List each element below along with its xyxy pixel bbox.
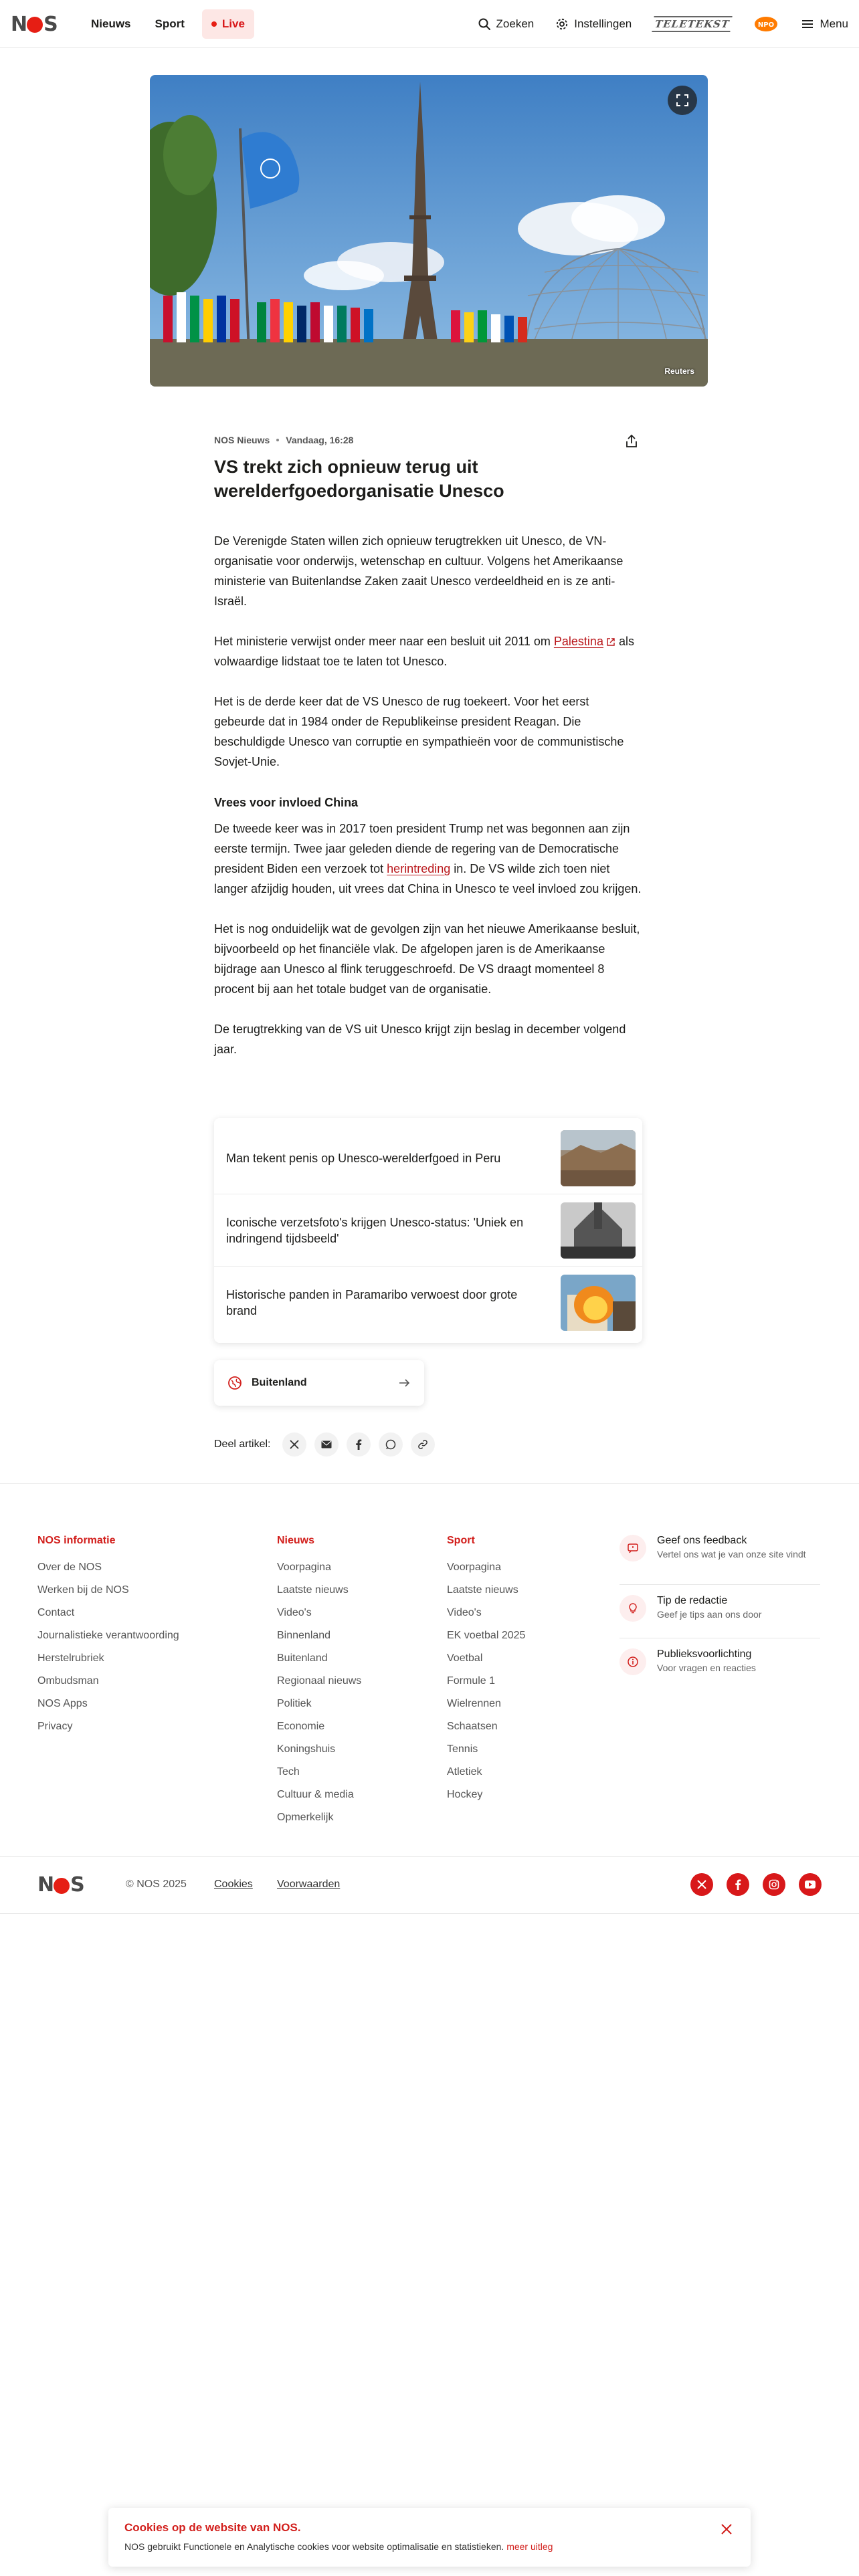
related-title: Iconische verzetsfoto's krijgen Unesco-status: 'Uniek en indringend tijdsbeeld' xyxy=(226,1215,524,1245)
article xyxy=(214,435,642,1059)
footer-nos-logo[interactable] xyxy=(37,1873,84,1897)
cookie-banner xyxy=(108,2508,751,2567)
header-actions xyxy=(478,0,848,48)
cookie-text xyxy=(124,2541,735,2552)
related-article[interactable] xyxy=(214,1122,642,1194)
hero-image xyxy=(150,75,708,387)
gear-icon xyxy=(555,17,569,31)
share-x-button[interactable] xyxy=(282,1432,306,1457)
footer-col-nieuws xyxy=(277,1535,361,1829)
live-button[interactable] xyxy=(202,9,254,39)
paragraph-2-start: Het ministerie verwijst onder meer naar een besluit uit 2011 om xyxy=(214,635,554,648)
related-title: Historische panden in Paramaribo verwoest door grote brand xyxy=(226,1288,518,1317)
svg-text:NPO: NPO xyxy=(758,21,775,29)
footer-link[interactable]: Atletiek xyxy=(447,1766,482,1778)
facebook-icon xyxy=(735,1879,741,1890)
search-button[interactable] xyxy=(478,17,535,31)
share-label: Deel artikel: xyxy=(214,1438,271,1450)
footer-link[interactable]: Economie xyxy=(277,1721,325,1732)
copyright: © NOS 2025 xyxy=(126,1879,187,1890)
share-row xyxy=(214,1432,435,1457)
share-button[interactable] xyxy=(621,431,642,452)
footer-logo-text-s: S xyxy=(70,1873,84,1897)
settings-button[interactable] xyxy=(555,17,632,31)
live-label: Live xyxy=(221,17,245,30)
share-icon xyxy=(624,434,639,449)
youtube-social-button[interactable] xyxy=(799,1873,822,1896)
publieksvoorlichting-card[interactable] xyxy=(619,1648,820,1675)
footer-card-divider xyxy=(619,1584,820,1585)
share-email-button[interactable] xyxy=(314,1432,339,1457)
paragraph-1: De Verenigde Staten willen zich opnieuw terugtrekken uit Unesco, de VN-organisatie voor onderwijs, wetenschap en cultuur. Volgens het Amerikaanse ministerie van Buitenlandse Zaken zaait Unesco verdeeldheid en is ze anti-Israël. xyxy=(214,534,624,608)
article-title: VS trekt zich opnieuw terug uit werelderfgoedorganisatie Unesco xyxy=(214,457,504,501)
live-dot-icon xyxy=(211,21,217,27)
footer-link[interactable]: Cultuur & media xyxy=(277,1789,354,1800)
tip-title: Tip de redactie xyxy=(657,1595,728,1606)
cookies-link[interactable]: Cookies xyxy=(214,1879,253,1890)
voorwaarden-link[interactable]: Voorwaarden xyxy=(277,1879,341,1890)
share-link-button[interactable] xyxy=(411,1432,435,1457)
footer-link[interactable]: Ombudsman xyxy=(37,1675,99,1687)
herintreding-link[interactable]: herintreding xyxy=(387,862,451,875)
paragraph-2 xyxy=(214,631,642,671)
footer-link[interactable]: Contact xyxy=(37,1607,75,1618)
paragraph-3: Het is de derde keer dat de VS Unesco de rug toekeert. Voor het eerst gebeurde dat in 1984 onder de Republikeinse president Reagan. Die beschuldigde Unesco van corruptie en sympathieën voor de communistische Sovjet-Unie. xyxy=(214,695,624,768)
nos-logo[interactable] xyxy=(11,12,57,36)
footer-col-title: Nieuws xyxy=(277,1535,315,1546)
x-icon xyxy=(290,1440,299,1449)
npo-icon xyxy=(753,15,779,33)
tip-subtitle: Geef je tips aan ons door xyxy=(657,1609,762,1620)
related-article[interactable] xyxy=(214,1194,642,1267)
nos-logo-text-s: S xyxy=(43,12,57,36)
info-icon xyxy=(619,1648,646,1675)
article-date: Vandaag, 16:28 xyxy=(286,435,354,445)
paragraph-4-start: De tweede keer was in 2017 toen president Trump net was begonnen aan zijn eerste termijn. Twee jaar geleden diende de regering van de Democratische president Biden een verzoek tot xyxy=(214,822,630,875)
footer-col-nos-informatie xyxy=(37,1535,179,1738)
menu-label: Menu xyxy=(820,17,848,30)
footer-link[interactable]: Tech xyxy=(277,1766,300,1778)
nav-sport[interactable]: Sport xyxy=(155,17,185,30)
x-icon xyxy=(697,1880,706,1889)
footer-link[interactable]: Herstelrubriek xyxy=(37,1652,104,1664)
photo-credit: Reuters xyxy=(664,366,694,376)
nos-logo-text: N xyxy=(11,12,27,36)
footer-link[interactable]: Politiek xyxy=(277,1698,312,1709)
hamburger-icon xyxy=(801,17,814,31)
facebook-icon xyxy=(355,1439,362,1450)
footer-link[interactable]: Wielrennen xyxy=(447,1698,501,1709)
paragraph-4 xyxy=(214,819,642,899)
footer-logo-text: N xyxy=(37,1873,54,1897)
footer-link[interactable]: Voetbal xyxy=(447,1652,483,1664)
category-link[interactable] xyxy=(214,1360,424,1406)
settings-label: Instellingen xyxy=(574,17,632,30)
feedback-card[interactable] xyxy=(619,1535,820,1562)
hero-photo xyxy=(150,75,708,387)
footer-bottom-bar xyxy=(0,1856,859,1914)
feedback-icon xyxy=(619,1535,646,1562)
related-title: Man tekent penis op Unesco-werelderfgoed in Peru xyxy=(226,1151,501,1165)
lightbulb-icon xyxy=(619,1595,646,1622)
share-whatsapp-button[interactable] xyxy=(379,1432,403,1457)
meta-separator xyxy=(276,439,279,441)
feedback-title: Geef ons feedback xyxy=(657,1535,747,1546)
footer-link[interactable]: Privacy xyxy=(37,1721,73,1732)
palestina-link[interactable]: Palestina xyxy=(553,635,603,648)
paragraph-5: Het is nog onduidelijk wat de gevolgen zijn van het nieuwe Amerikaanse besluit, bijvoorbeeld op het financiële vlak. De afgelopen jaren is de Amerikaanse bijdrage aan Unesco al flink teruggeschroefd. De VS draagt momenteel 8 procent bij aan het totale budget van de organisatie. xyxy=(214,922,640,996)
main-nav xyxy=(79,0,254,48)
footer-link[interactable]: Regionaal nieuws xyxy=(277,1675,362,1687)
site-header xyxy=(0,0,859,48)
category-label: Buitenland xyxy=(252,1377,307,1388)
whatsapp-icon xyxy=(385,1439,396,1450)
external-link-icon xyxy=(606,637,615,647)
related-thumbnail xyxy=(561,1275,636,1331)
footer-link[interactable]: NOS Apps xyxy=(37,1698,88,1709)
footer-col-title: Sport xyxy=(447,1535,475,1546)
footer-link[interactable]: Journalistieke verantwoording xyxy=(37,1630,179,1641)
npo-logo[interactable] xyxy=(753,15,779,33)
youtube-icon xyxy=(804,1880,816,1889)
related-articles xyxy=(214,1118,642,1343)
footer-link[interactable]: Laatste nieuws xyxy=(447,1584,518,1596)
footer-link[interactable]: Video's xyxy=(447,1607,482,1618)
instagram-icon xyxy=(769,1879,779,1890)
footer-col-sport xyxy=(447,1535,525,1806)
publieksvoorlichting-title: Publieksvoorlichting xyxy=(657,1648,752,1660)
fullscreen-button[interactable] xyxy=(668,86,697,115)
feedback-subtitle: Vertel ons wat je van onze site vindt xyxy=(657,1549,806,1560)
footer-link[interactable]: Laatste nieuws xyxy=(277,1584,349,1596)
search-icon xyxy=(478,17,491,31)
related-article[interactable] xyxy=(214,1267,642,1339)
footer-link[interactable]: Over de NOS xyxy=(37,1562,102,1573)
cookie-close-button[interactable] xyxy=(717,2520,736,2539)
footer-link[interactable]: Binnenland xyxy=(277,1630,331,1641)
cookie-title: Cookies op de website van NOS. xyxy=(124,2521,301,2534)
teletekst-link[interactable] xyxy=(653,16,731,32)
footer-link[interactable]: Opmerkelijk xyxy=(277,1812,334,1823)
search-label: Zoeken xyxy=(496,17,535,30)
section-heading: Vrees voor invloed China xyxy=(214,796,359,809)
article-meta xyxy=(214,435,642,445)
footer-link[interactable]: Video's xyxy=(277,1607,312,1618)
related-thumbnail xyxy=(561,1130,636,1186)
footer-link[interactable]: Werken bij de NOS xyxy=(37,1584,129,1596)
footer-link[interactable]: Voorpagina xyxy=(277,1562,331,1573)
link-icon xyxy=(417,1439,428,1450)
close-icon xyxy=(720,2523,733,2536)
footer-link[interactable]: Buitenland xyxy=(277,1652,328,1664)
mail-icon xyxy=(321,1440,332,1448)
paragraph-4-end: in. De VS wilde zich toen niet langer afzijdig houden, uit vrees dat China in Unesco te veel invloed zou krijgen. xyxy=(214,862,642,895)
article-source: NOS Nieuws xyxy=(214,435,270,445)
related-thumbnail xyxy=(561,1202,636,1259)
instagram-social-button[interactable] xyxy=(763,1873,785,1896)
social-links xyxy=(690,1873,822,1896)
site-footer xyxy=(0,1483,859,1911)
menu-button[interactable] xyxy=(801,17,848,31)
teletekst-logo: TELETEKST xyxy=(652,16,733,32)
footer-link[interactable]: Koningshuis xyxy=(277,1743,336,1755)
x-social-button[interactable] xyxy=(690,1873,713,1896)
footer-link[interactable]: Hockey xyxy=(447,1789,483,1800)
footer-logo-dot xyxy=(54,1878,70,1894)
facebook-social-button[interactable] xyxy=(727,1873,749,1896)
paragraph-6: De terugtrekking van de VS uit Unesco krijgt zijn beslag in december volgend jaar. xyxy=(214,1023,626,1056)
footer-link[interactable]: Schaatsen xyxy=(447,1721,498,1732)
cookie-more-link[interactable]: meer uitleg xyxy=(506,2541,553,2552)
expand-icon xyxy=(676,94,689,107)
footer-link[interactable]: Formule 1 xyxy=(447,1675,496,1687)
paragraph-2-end: als volwaardige lidstaat toe te laten tot Unesco. xyxy=(214,635,634,668)
nav-nieuws[interactable]: Nieuws xyxy=(91,17,131,30)
footer-link[interactable]: Tennis xyxy=(447,1743,478,1755)
arrow-right-icon xyxy=(397,1376,411,1390)
publieksvoorlichting-subtitle: Voor vragen en reacties xyxy=(657,1662,756,1673)
globe-icon xyxy=(227,1376,242,1390)
footer-link[interactable]: EK voetbal 2025 xyxy=(447,1630,526,1641)
footer-link[interactable]: Voorpagina xyxy=(447,1562,501,1573)
nos-logo-dot xyxy=(27,17,43,33)
footer-col-title: NOS informatie xyxy=(37,1535,116,1546)
share-facebook-button[interactable] xyxy=(347,1432,371,1457)
cookie-description: NOS gebruikt Functionele en Analytische cookies voor website optimalisatie en statistieken. xyxy=(124,2541,504,2552)
tip-card[interactable] xyxy=(619,1595,820,1622)
